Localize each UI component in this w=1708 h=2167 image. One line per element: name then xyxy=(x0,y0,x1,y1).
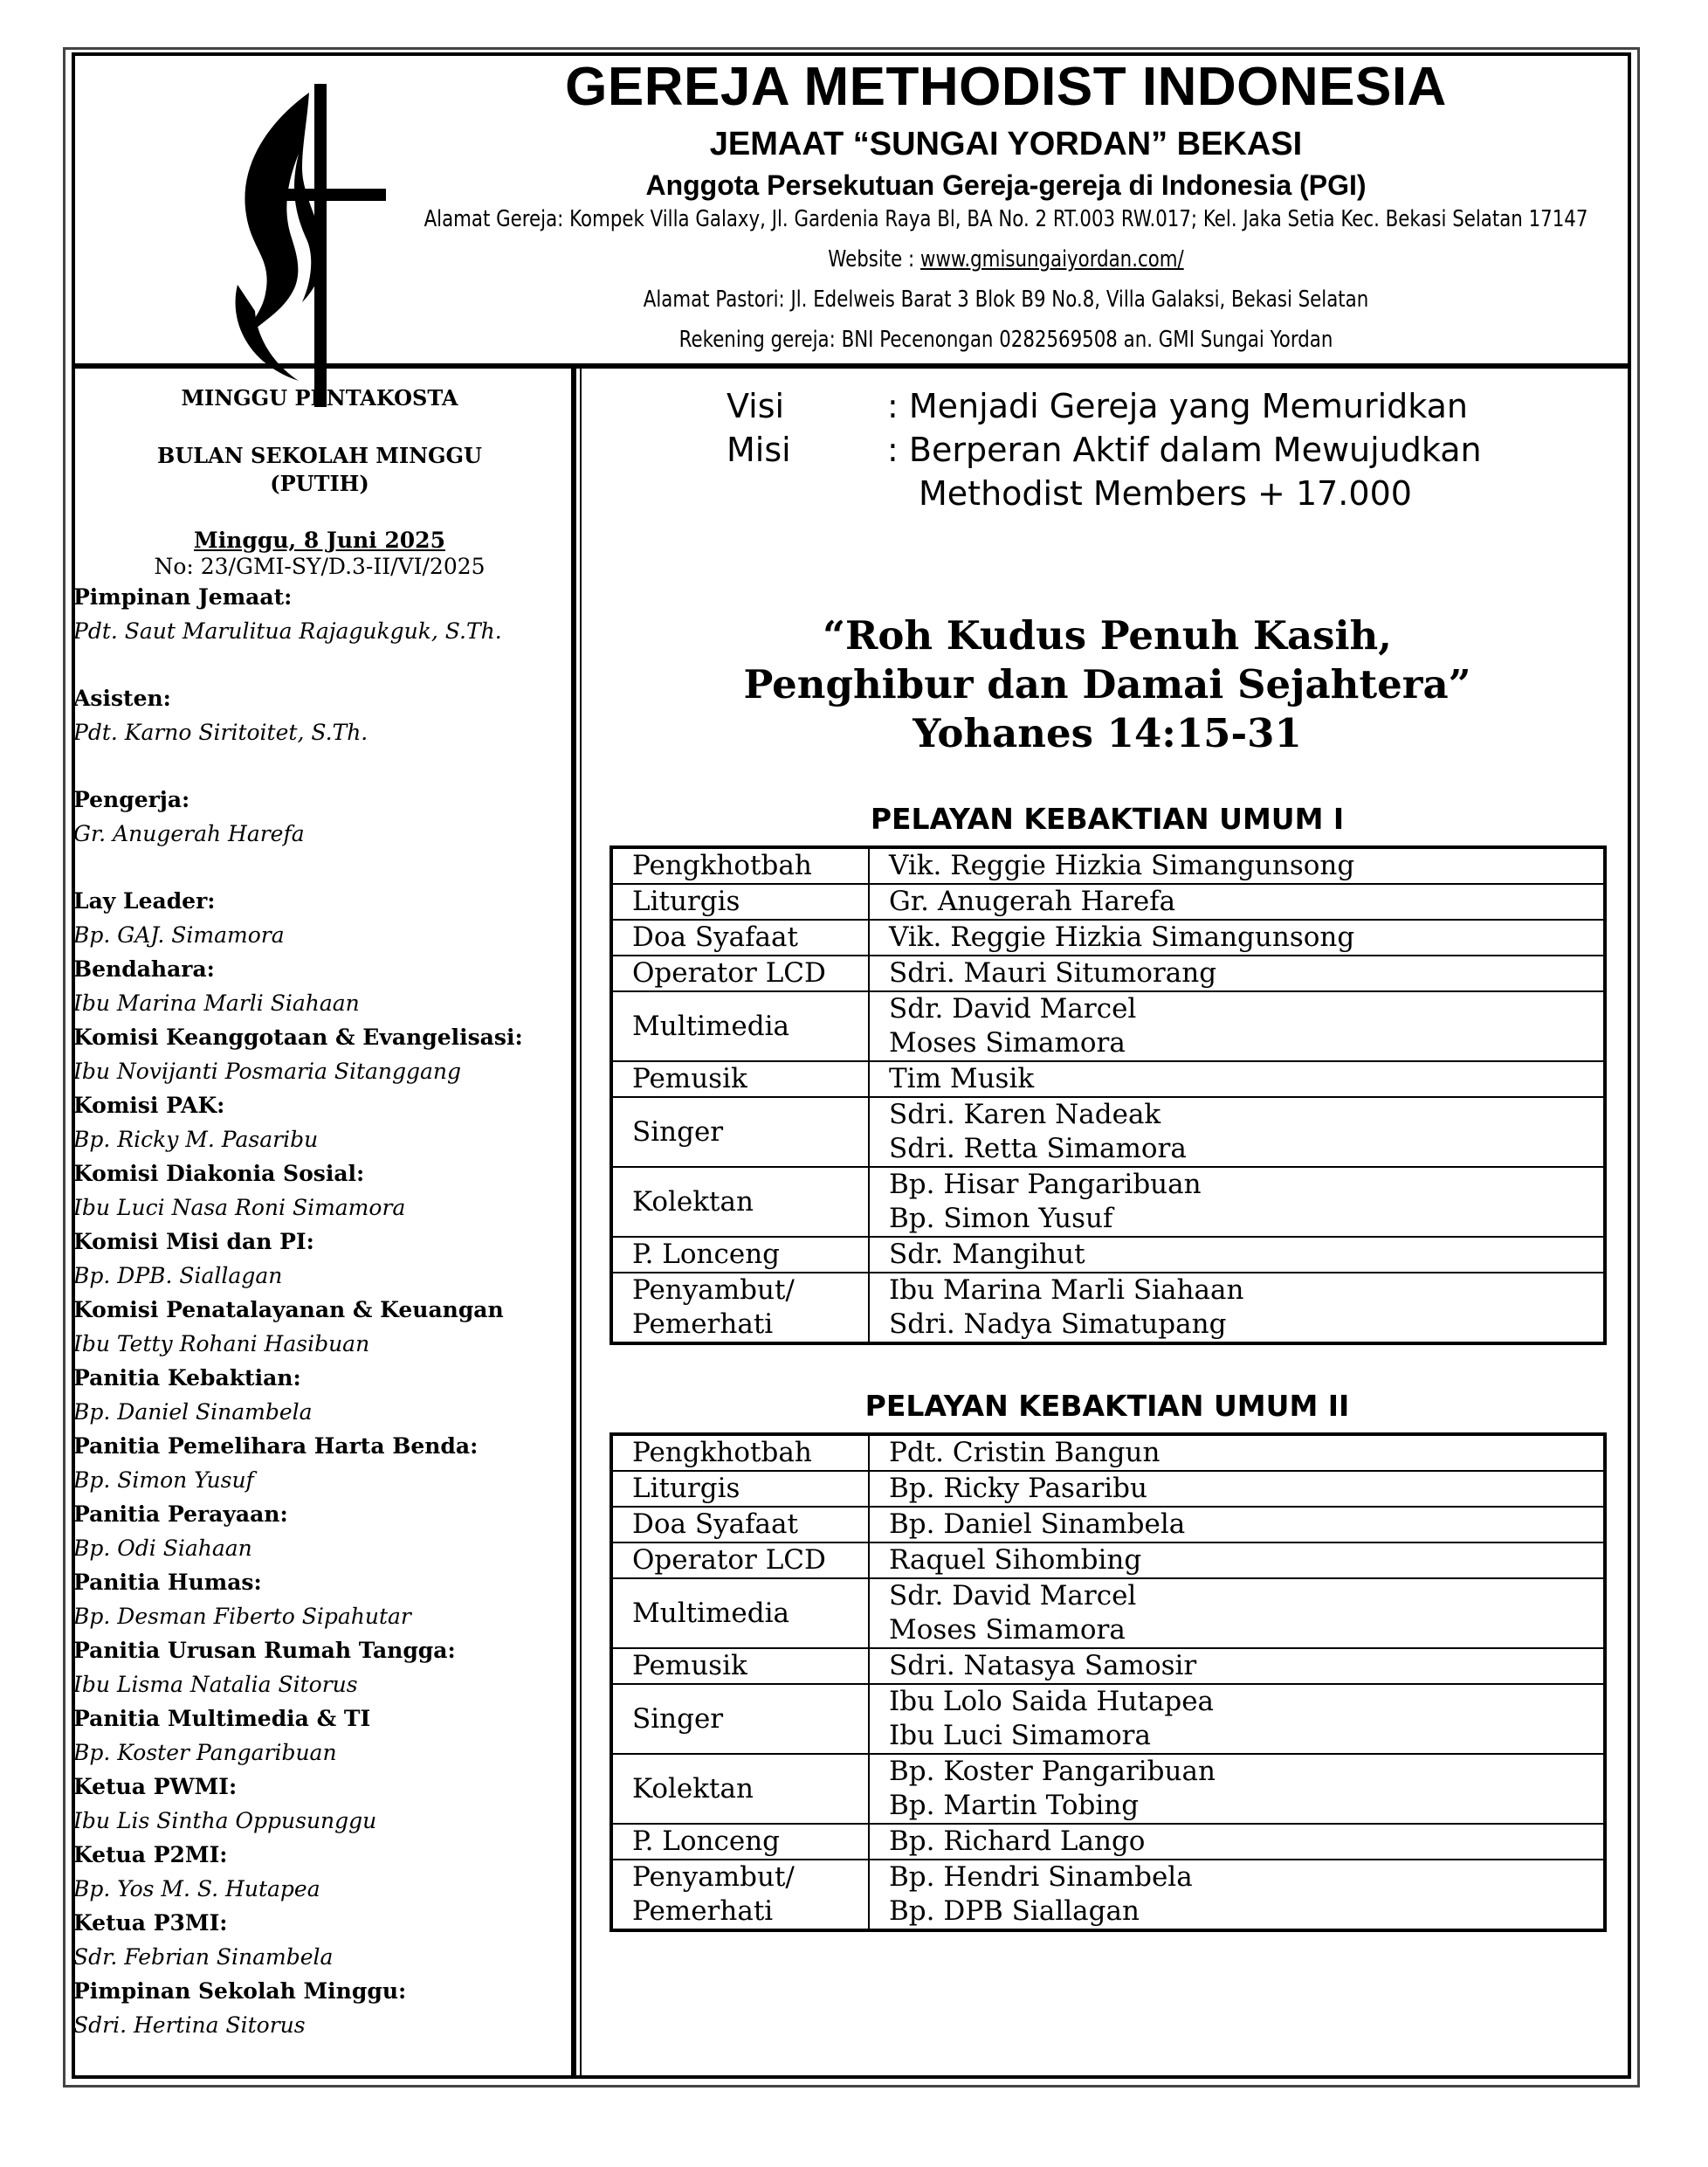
officer-name: Ibu Lisma Natalia Sitorus xyxy=(73,1672,358,1697)
officer-name: Bp. Ricky M. Pasaribu xyxy=(73,1127,319,1152)
officer-role: Komisi Misi dan PI: xyxy=(73,1229,314,1254)
membership-line: Anggota Persekutuan Gereja-gereja di Indonesia (PGI) xyxy=(645,169,1367,201)
person-name: Moses Simamora xyxy=(889,1614,1126,1646)
role-label: Pengkhotbah xyxy=(632,850,812,881)
names-cell xyxy=(869,1754,1605,1824)
church-name: GEREJA METHODIST INDONESIA xyxy=(565,57,1447,117)
bulletin-number: No: 23/GMI-SY/D.3-II/VI/2025 xyxy=(154,554,486,579)
table-row xyxy=(611,991,1605,1061)
misi-text: : Berperan Aktif dalam Mewujudkan xyxy=(887,431,1482,469)
role-cell xyxy=(611,1648,869,1684)
person-name: Ibu Luci Simamora xyxy=(889,1720,1151,1751)
vision-mission xyxy=(727,384,1482,515)
person-name: Sdri. Natasya Samosir xyxy=(889,1650,1197,1681)
officer-name: Ibu Lis Sintha Oppusunggu xyxy=(73,1808,377,1833)
names-cell xyxy=(869,1507,1605,1542)
sermon-theme xyxy=(585,611,1629,758)
officer-role: Komisi Diakonia Sosial: xyxy=(73,1161,365,1186)
table-row xyxy=(611,847,1605,884)
person-name: Moses Simamora xyxy=(889,1027,1126,1059)
officer-role: Komisi Keanggotaan & Evangelisasi: xyxy=(73,1025,523,1050)
table-row xyxy=(611,1684,1605,1754)
names-cell xyxy=(869,1860,1605,1930)
table-row xyxy=(611,956,1605,991)
officer-role: Pimpinan Sekolah Minggu: xyxy=(73,1978,407,2004)
role-cell xyxy=(611,1273,869,1343)
role-cell xyxy=(611,1237,869,1273)
table-row xyxy=(611,1237,1605,1273)
officer-role: Panitia Kebaktian: xyxy=(73,1365,301,1391)
theme-line-1: “Roh Kudus Penuh Kasih, xyxy=(823,612,1392,659)
table-row xyxy=(611,884,1605,920)
month-line-1: BULAN SEKOLAH MINGGU xyxy=(157,443,482,468)
service-2-table xyxy=(610,1432,1607,1932)
officer-name: Ibu Tetty Rohani Hasibuan xyxy=(73,1331,370,1356)
visi-text: : Menjadi Gereja yang Memuridkan xyxy=(887,387,1468,425)
names-cell xyxy=(869,956,1605,991)
website-label: Website : xyxy=(828,246,921,273)
theme-line-2: Penghibur dan Damai Sejahtera” xyxy=(743,661,1471,707)
names-cell xyxy=(869,1097,1605,1167)
role-cell xyxy=(611,884,869,920)
names-cell xyxy=(869,1648,1605,1684)
officer-role: Komisi PAK: xyxy=(73,1093,225,1118)
role-cell xyxy=(611,1061,869,1097)
names-cell xyxy=(869,1273,1605,1343)
role-cell xyxy=(611,1434,869,1471)
congregation-name: JEMAAT “SUNGAI YORDAN” BEKASI xyxy=(709,126,1303,162)
letterhead xyxy=(72,52,1631,367)
person-name: Vik. Reggie Hizkia Simangunsong xyxy=(889,921,1355,953)
service-date: Minggu, 8 Juni 2025 xyxy=(194,528,445,553)
misi-label: Misi xyxy=(727,431,791,469)
role-cell xyxy=(611,1860,869,1930)
officer-name: Bp. Desman Fiberto Sipahutar xyxy=(73,1604,411,1629)
table-row xyxy=(611,1273,1605,1343)
role-cell xyxy=(611,956,869,991)
church-address: Alamat Gereja: Kompek Villa Galaxy, Jl. Gardenia Raya Bl, BA No. 2 RT.003 RW.017; Kel. Jaka Setia Kec. Bekasi Selatan 17147 xyxy=(424,206,1588,232)
scripture-reference: Yohanes 14:15-31 xyxy=(913,710,1302,756)
role-cell xyxy=(611,1507,869,1542)
table-row xyxy=(611,1648,1605,1684)
person-name: Vik. Reggie Hizkia Simangunsong xyxy=(889,850,1355,881)
role-label: Pemerhati xyxy=(632,1308,774,1340)
names-cell xyxy=(869,1542,1605,1578)
parsonage-address: Alamat Pastori: Jl. Edelweis Barat 3 Blok B9 No.8, Villa Galaksi, Bekasi Selatan xyxy=(643,286,1369,313)
person-name: Bp. Daniel Sinambela xyxy=(889,1508,1186,1540)
person-name: Bp. Richard Lango xyxy=(889,1825,1146,1857)
table-row xyxy=(611,1167,1605,1237)
table-row xyxy=(611,1434,1605,1471)
misi-text-continued: Methodist Members + 17.000 xyxy=(919,474,1412,513)
officer-name: Ibu Novijanti Posmaria Sitanggang xyxy=(73,1059,462,1084)
officer-role: Asisten: xyxy=(73,686,171,711)
person-name: Bp. Hendri Sinambela xyxy=(889,1861,1193,1893)
occasion: MINGGU PENTAKOSTA xyxy=(181,385,458,411)
service-1-table xyxy=(610,845,1607,1345)
person-name: Bp. Simon Yusuf xyxy=(889,1203,1113,1234)
officer-role: Panitia Humas: xyxy=(73,1570,262,1595)
officer-role: Panitia Urusan Rumah Tangga: xyxy=(73,1638,456,1663)
table-row xyxy=(611,1824,1605,1860)
website-line xyxy=(455,246,1558,273)
names-cell xyxy=(869,1578,1605,1648)
person-name: Ibu Lolo Saida Hutapea xyxy=(889,1686,1215,1717)
role-cell xyxy=(611,1097,869,1167)
officer-role: Komisi Penatalayanan & Keuangan xyxy=(73,1297,504,1322)
officer-name: Bp. DPB. Siallagan xyxy=(73,1263,283,1288)
officer-name: Sdr. Febrian Sinambela xyxy=(73,1944,334,1970)
person-name: Gr. Anugerah Harefa xyxy=(889,886,1176,917)
person-name: Bp. Martin Tobing xyxy=(889,1790,1140,1821)
person-name: Bp. Hisar Pangaribuan xyxy=(889,1169,1202,1200)
officer-role: Panitia Multimedia & TI xyxy=(73,1706,371,1731)
service-1-title: PELAYAN KEBAKTIAN UMUM I xyxy=(870,802,1345,836)
officer-name: Bp. Simon Yusuf xyxy=(73,1467,254,1493)
names-cell xyxy=(869,847,1605,884)
names-cell xyxy=(869,991,1605,1061)
person-name: Sdri. Nadya Simatupang xyxy=(889,1308,1227,1340)
person-name: Bp. Koster Pangaribuan xyxy=(889,1756,1216,1787)
officer-role: Lay Leader: xyxy=(73,888,216,914)
role-cell xyxy=(611,1471,869,1507)
names-cell xyxy=(869,1237,1605,1273)
person-name: Ibu Marina Marli Siahaan xyxy=(889,1274,1244,1306)
names-cell xyxy=(869,1061,1605,1097)
header-divider xyxy=(72,363,1631,369)
officer-name: Bp. Yos M. S. Hutapea xyxy=(73,1876,320,1901)
website-link[interactable]: www.gmisungaiyordan.com/ xyxy=(920,246,1184,273)
sidebar xyxy=(73,384,566,2043)
role-label: Doa Syafaat xyxy=(632,921,798,953)
month-line-2: (PUTIH) xyxy=(270,471,369,496)
person-name: Bp. DPB Siallagan xyxy=(889,1895,1140,1927)
names-cell xyxy=(869,1684,1605,1754)
table-row xyxy=(611,1471,1605,1507)
person-name: Pdt. Cristin Bangun xyxy=(889,1437,1160,1468)
table-row xyxy=(611,1507,1605,1542)
officer-name: Bp. Koster Pangaribuan xyxy=(73,1740,337,1765)
role-cell xyxy=(611,920,869,956)
role-cell xyxy=(611,1754,869,1824)
role-label: Operator LCD xyxy=(632,1544,826,1576)
role-label: Penyambut/ xyxy=(632,1274,795,1306)
service-2-title: PELAYAN KEBAKTIAN UMUM II xyxy=(864,1389,1350,1423)
officer-name: Gr. Anugerah Harefa xyxy=(73,821,305,846)
column-divider xyxy=(571,367,576,2079)
role-label: Pemerhati xyxy=(632,1895,774,1927)
officer-role: Ketua PWMI: xyxy=(73,1774,238,1799)
table-row xyxy=(611,1061,1605,1097)
role-label: Operator LCD xyxy=(632,957,826,989)
role-label: Pemusik xyxy=(632,1063,747,1094)
role-label: Doa Syafaat xyxy=(632,1508,798,1540)
role-label: Liturgis xyxy=(632,886,740,917)
role-cell xyxy=(611,1824,869,1860)
officer-role: Panitia Perayaan: xyxy=(73,1501,288,1527)
role-label: Penyambut/ xyxy=(632,1861,795,1893)
role-label: Kolektan xyxy=(632,1772,754,1805)
role-cell xyxy=(611,991,869,1061)
names-cell xyxy=(869,920,1605,956)
names-cell xyxy=(869,1471,1605,1507)
table-row xyxy=(611,1578,1605,1648)
role-label: Pengkhotbah xyxy=(632,1437,812,1468)
officer-role: Bendahara: xyxy=(73,956,215,982)
role-cell xyxy=(611,847,869,884)
officer-name: Bp. Daniel Sinambela xyxy=(73,1399,313,1425)
table-row xyxy=(611,1542,1605,1578)
names-cell xyxy=(869,884,1605,920)
role-label: Multimedia xyxy=(632,1597,789,1629)
person-name: Tim Musik xyxy=(889,1063,1035,1094)
role-label: Singer xyxy=(632,1702,724,1735)
officer-role: Pengerja: xyxy=(73,787,190,812)
role-cell xyxy=(611,1542,869,1578)
officer-name: Pdt. Karno Siritoitet, S.Th. xyxy=(73,720,368,745)
person-name: Sdr. Mangihut xyxy=(889,1239,1085,1270)
person-name: Sdri. Retta Simamora xyxy=(889,1133,1187,1164)
table-row xyxy=(611,1860,1605,1930)
table-row xyxy=(611,1754,1605,1824)
officer-name: Pdt. Saut Marulitua Rajagukguk, S.Th. xyxy=(73,618,502,644)
role-cell xyxy=(611,1684,869,1754)
role-label: P. Lonceng xyxy=(632,1825,781,1857)
role-label: Kolektan xyxy=(632,1185,754,1218)
role-label: P. Lonceng xyxy=(632,1239,781,1270)
role-cell xyxy=(611,1167,869,1237)
officer-role: Ketua P3MI: xyxy=(73,1910,228,1936)
officer-name: Ibu Marina Marli Siahaan xyxy=(73,990,360,1016)
names-cell xyxy=(869,1434,1605,1471)
role-label: Liturgis xyxy=(632,1473,740,1504)
bank-account: Rekening gereja: BNI Pecenongan 0282569508 an. GMI Sungai Yordan xyxy=(678,327,1333,353)
officer-name: Bp. Odi Siahaan xyxy=(73,1536,252,1561)
table-row xyxy=(611,1097,1605,1167)
person-name: Sdr. David Marcel xyxy=(889,1580,1137,1611)
table-row xyxy=(611,920,1605,956)
names-cell xyxy=(869,1167,1605,1237)
role-cell xyxy=(611,1578,869,1648)
officer-role: Ketua P2MI: xyxy=(73,1842,228,1867)
officer-name: Bp. GAJ. Simamora xyxy=(73,922,285,948)
officer-role: Panitia Pemelihara Harta Benda: xyxy=(73,1433,479,1459)
names-cell xyxy=(869,1824,1605,1860)
role-label: Singer xyxy=(632,1115,724,1148)
officer-name: Ibu Luci Nasa Roni Simamora xyxy=(73,1195,406,1220)
role-label: Pemusik xyxy=(632,1650,747,1681)
person-name: Sdri. Karen Nadeak xyxy=(889,1099,1161,1130)
person-name: Sdri. Mauri Situmorang xyxy=(889,957,1217,989)
person-name: Bp. Ricky Pasaribu xyxy=(889,1473,1147,1504)
person-name: Sdr. David Marcel xyxy=(889,993,1137,1025)
person-name: Raquel Sihombing xyxy=(889,1544,1142,1576)
visi-label: Visi xyxy=(727,387,785,425)
column-divider-thin xyxy=(580,367,582,2079)
officer-role: Pimpinan Jemaat: xyxy=(73,584,293,610)
role-label: Multimedia xyxy=(632,1010,789,1042)
officer-name: Sdri. Hertina Sitorus xyxy=(73,2012,306,2038)
